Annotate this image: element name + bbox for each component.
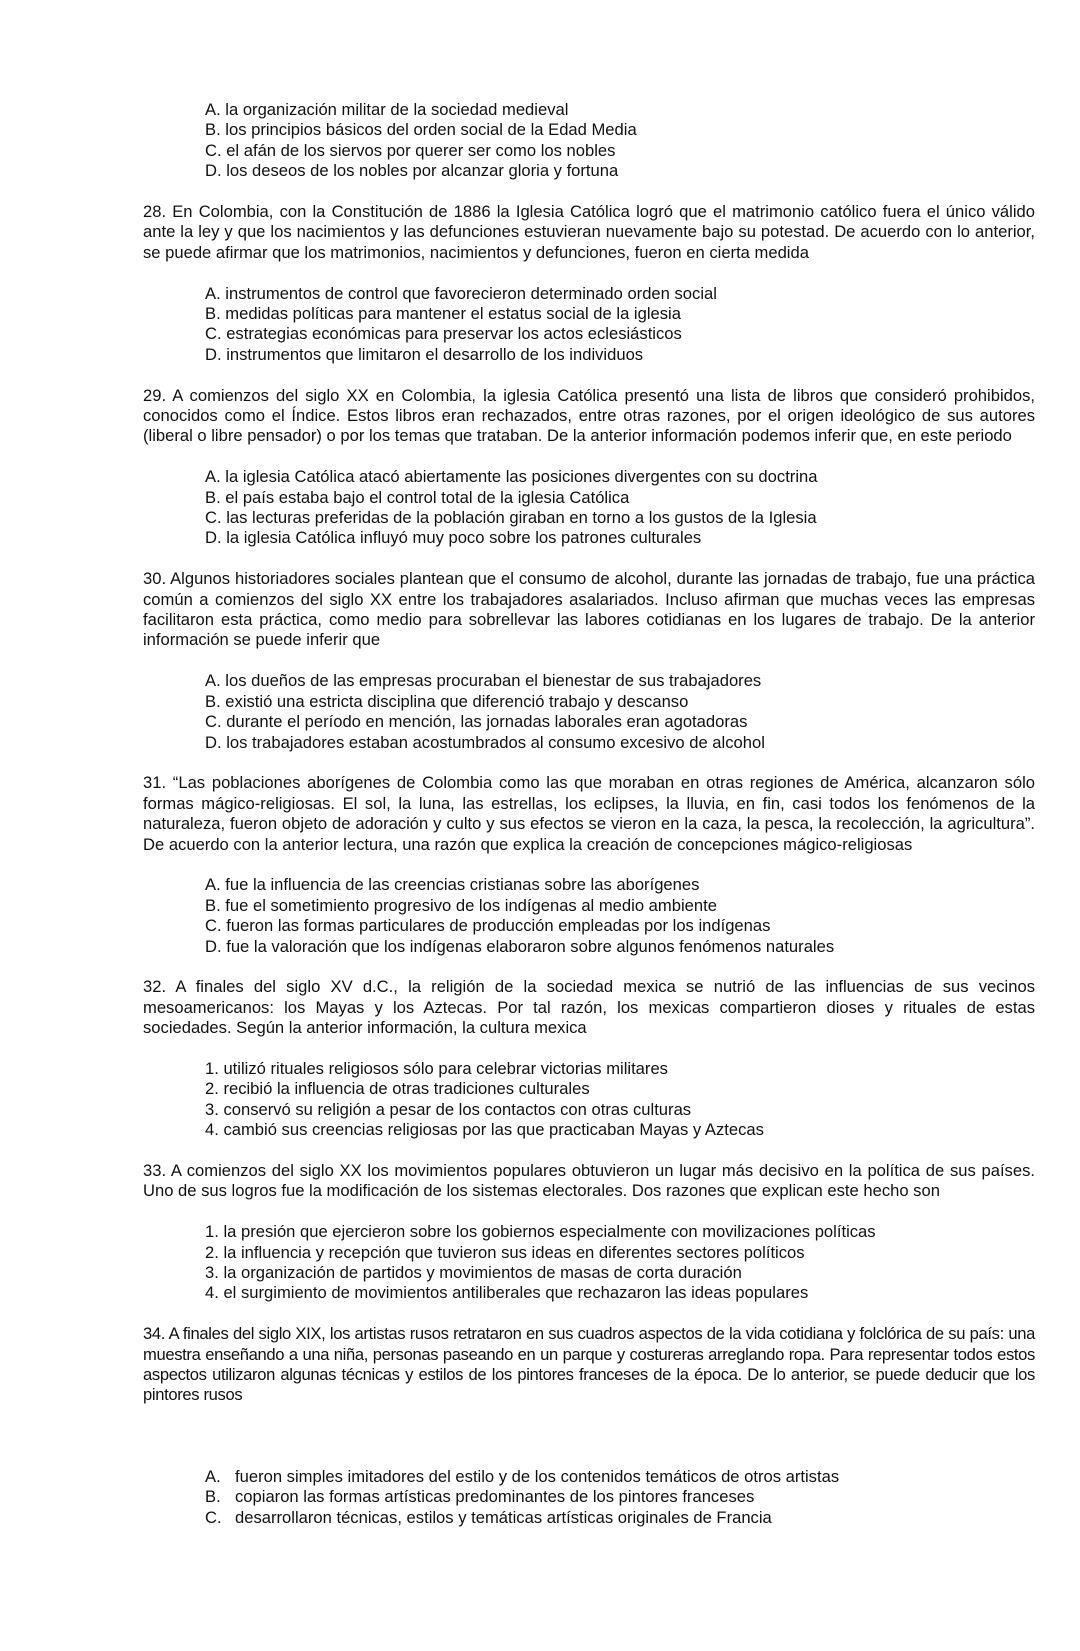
option <box>205 1467 1035 1487</box>
option: B. fue el sometimiento progresivo de los indígenas al medio ambiente <box>205 895 717 915</box>
question-options <box>205 1467 1035 1528</box>
option-text: fueron simples imitadores del estilo y de los contenidos temáticos de otros artistas <box>235 1466 840 1486</box>
option: B. los principios básicos del orden social de la Edad Media <box>205 120 637 140</box>
option: A. instrumentos de control que favorecieron determinado orden social <box>205 283 717 303</box>
question-text: 29. A comienzos del siglo XX en Colombia, la iglesia Católica presentó una lista de libros que consideró prohibidos, conocidos como el Índice. Estos libros eran rechazados, entre otras razones, por el origen ideológico de sus autores (liberal o libre pensador) o por los temas que trataban. De la anterior información podemos inferir que, en este periodo <box>143 385 1035 446</box>
option: B. existió una estricta disciplina que diferenció trabajo y descanso <box>205 691 689 711</box>
option-label: C. <box>205 1507 222 1527</box>
option: C. durante el período en mención, las jornadas laborales eran agotadoras <box>205 712 748 732</box>
option <box>205 1487 1035 1507</box>
option: A. la organización militar de la sociedad medieval <box>205 100 569 119</box>
question-options <box>205 467 1035 549</box>
option: C. las lecturas preferidas de la población giraban en torno a los gustos de la Iglesia <box>205 508 817 528</box>
question-options <box>205 1059 1035 1141</box>
question-options <box>205 1222 1035 1304</box>
option: 2. la influencia y recepción que tuvieron sus ideas en diferentes sectores políticos <box>205 1242 805 1262</box>
question-options <box>205 284 1035 366</box>
option: C. fueron las formas particulares de producción empleadas por los indígenas <box>205 916 771 936</box>
question-options <box>205 671 1035 753</box>
option: D. fue la valoración que los indígenas elaboraron sobre algunos fenómenos naturales <box>205 936 835 956</box>
option: D. instrumentos que limitaron el desarrollo de los individuos <box>205 344 644 364</box>
question-text: 30. Algunos historiadores sociales plantean que el consumo de alcohol, durante las jornadas de trabajo, fue una práctica común a comienzos del siglo XX entre los trabajadores asalariados. Incluso afirman que muchas veces las empresas facilitaron esta práctica, como medio para sobrellevar las labores cotidianas en los lugares de trabajo. De la anterior información se puede inferir que <box>143 569 1035 650</box>
question-text: 32. A finales del siglo XV d.C., la religión de la sociedad mexica se nutrió de las influencias de sus vecinos mesoamericanos: los Mayas y los Aztecas. Por tal razón, los mexicas compartieron dioses y rituales de estas sociedades. Según la anterior información, la cultura mexica <box>143 977 1035 1038</box>
option-text: desarrollaron técnicas, estilos y temáticas artísticas originales de Francia <box>235 1507 772 1527</box>
option: C. estrategias económicas para preservar los actos eclesiásticos <box>205 324 682 344</box>
question <box>143 386 1035 549</box>
question <box>143 773 1035 957</box>
option: A. la iglesia Católica atacó abiertamente las posiciones divergentes con su doctrina <box>205 467 818 487</box>
question-options <box>205 875 1035 957</box>
option: D. la iglesia Católica influyó muy poco sobre los patrones culturales <box>205 528 702 548</box>
question <box>143 1161 1035 1304</box>
option: D. los trabajadores estaban acostumbrados al consumo excesivo de alcohol <box>205 732 765 752</box>
exam-page <box>143 100 1035 1548</box>
option: 3. la organización de partidos y movimientos de masas de corta duración <box>205 1262 742 1282</box>
option: C. el afán de los siervos por querer ser como los nobles <box>205 140 616 160</box>
option: B. el país estaba bajo el control total de la iglesia Católica <box>205 487 630 507</box>
question <box>143 569 1035 753</box>
option: 1. la presión que ejercieron sobre los gobiernos especialmente con movilizaciones políticas <box>205 1222 876 1242</box>
option: 4. el surgimiento de movimientos antiliberales que rechazaron las ideas populares <box>205 1283 809 1303</box>
question-34 <box>143 1324 1035 1528</box>
question <box>143 977 1035 1140</box>
option-text: copiaron las formas artísticas predominantes de los pintores franceses <box>235 1487 755 1507</box>
question <box>143 202 1035 365</box>
question-text: 31. “Las poblaciones aborígenes de Colombia como las que moraban en otras regiones de América, alcanzaron sólo formas mágico-religiosas. El sol, la luna, las estrellas, los eclipses, la lluvia, en fin, casi todos los fenómenos de la naturaleza, fueron objeto de adoración y culto y sus efectos se vieron en la caza, la pesca, la recolección, la agricultura”. De acuerdo con la anterior lectura, una razón que explica la creación de concepciones mágico-religiosas <box>143 773 1035 854</box>
option: B. medidas políticas para mantener el estatus social de la iglesia <box>205 304 681 324</box>
option <box>205 1508 1035 1528</box>
option: 1. utilizó rituales religiosos sólo para celebrar victorias militares <box>205 1058 668 1078</box>
option-label: A. <box>205 1466 221 1486</box>
question-text: 33. A comienzos del siglo XX los movimientos populares obtuvieron un lugar más decisivo en la política de sus países. Uno de sus logros fue la modificación de los sistemas electorales. Dos razones que explican este hecho son <box>143 1160 1035 1201</box>
option: 2. recibió la influencia de otras tradiciones culturales <box>205 1079 590 1099</box>
option: A. los dueños de las empresas procuraban el bienestar de sus trabajadores <box>205 671 762 691</box>
question-text: 28. En Colombia, con la Constitución de 1886 la Iglesia Católica logró que el matrimonio católico fuera el único válido ante la ley y que los nacimientos y las defunciones estuvieran nuevamente bajo su potestad. De acuerdo con lo anterior, se puede afirmar que los matrimonios, nacimientos y defunciones, fueron en cierta medida <box>143 202 1035 262</box>
question-text: 34. A finales del siglo XIX, los artistas rusos retrataron en sus cuadros aspectos de la vida cotidiana y folclórica de su país: una muestra enseñando a una niña, personas paseando en un parque y costureras arreglando ropa. Para representar todos estos aspectos utilizaron algunas técnicas y estilos de los pintores franceses de la época. De lo anterior, se puede deducir que los pintores rusos <box>143 1324 1035 1405</box>
option: A. fue la influencia de las creencias cristianas sobre las aborígenes <box>205 875 700 895</box>
question-list <box>143 202 1035 1304</box>
option: D. los deseos de los nobles por alcanzar gloria y fortuna <box>205 161 619 181</box>
option-label: B. <box>205 1487 221 1507</box>
option: 3. conservó su religión a pesar de los contactos con otras culturas <box>205 1099 692 1119</box>
question-27-options <box>205 100 1035 182</box>
option: 4. cambió sus creencias religiosas por las que practicaban Mayas y Aztecas <box>205 1120 764 1140</box>
